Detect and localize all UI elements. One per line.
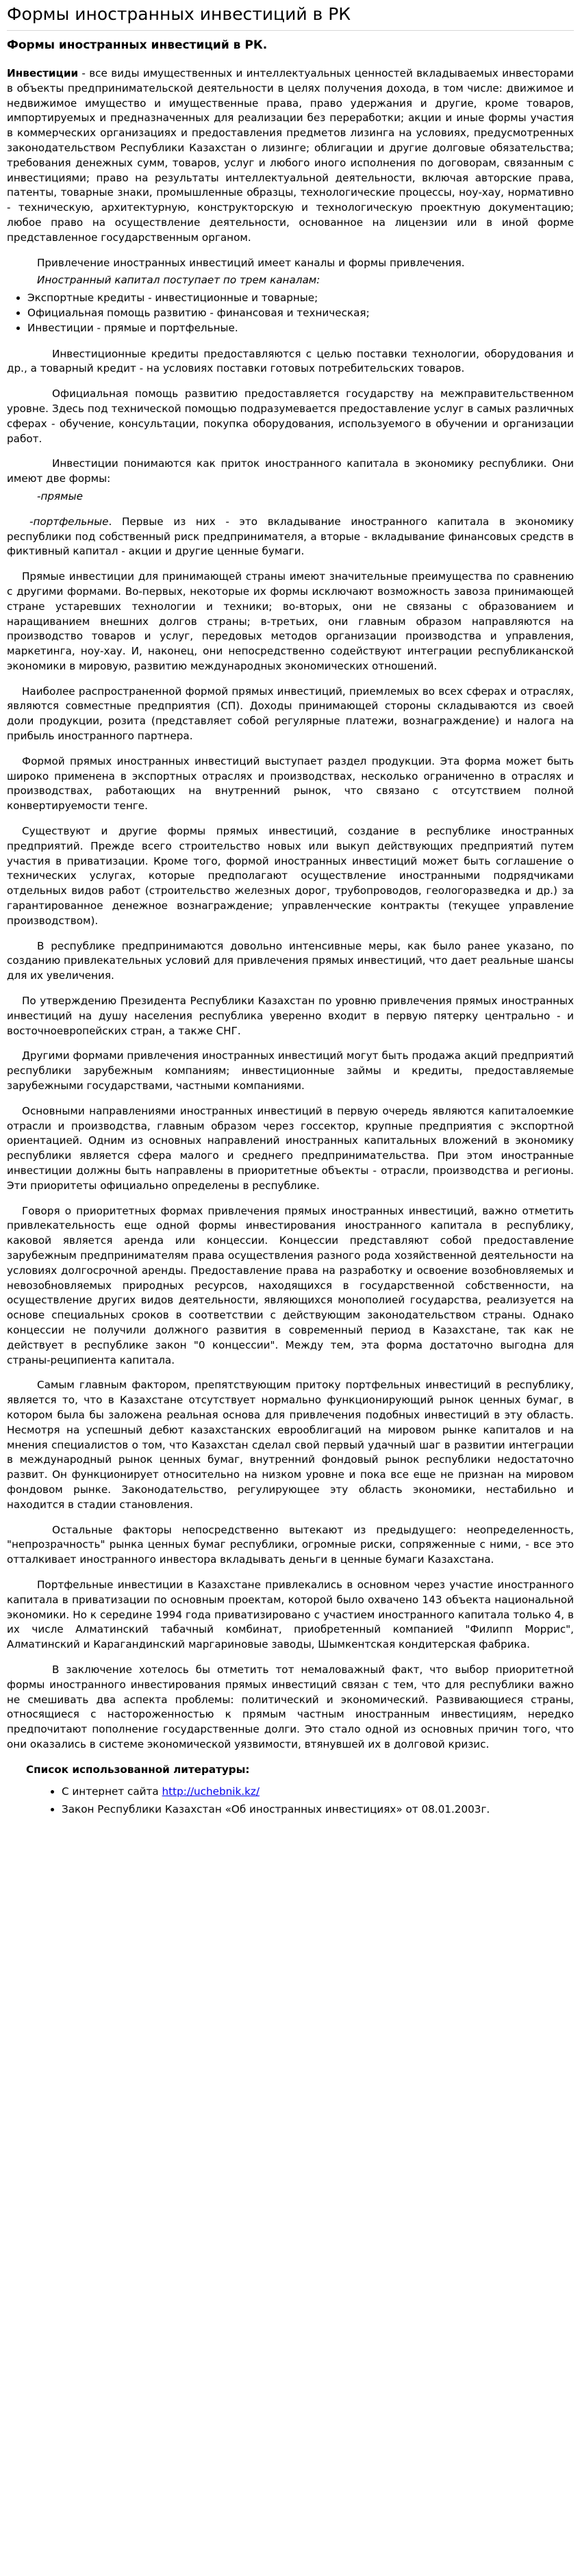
paragraph-privatization: Портфельные инвестиции в Казахстане привлекались в основном через участие иностранного капитала в приватизации по основным проектам, которой было охвачено 143 объекта национальной экономики. Но к середине 1994 года приватизировано с участием иностранного капитала только 4, в их числе Алматинский табачный комбинат, приобретенный компанией "Филипп Моррис", Алматинский и Карагандинский маргариновые заводы, Шымкентская кондитерская фабрика. xyxy=(7,1578,574,1651)
article-subtitle: Формы иностранных инвестиций в РК. xyxy=(7,38,268,52)
list-item xyxy=(62,1783,574,1800)
paragraph-measures: В республике предпринимаются довольно интенсивные меры, как было ранее указано, по созданию привлекательных условий для привлечения прямых инвестиций, что дает реальные шансы для их увеличения. xyxy=(7,939,574,982)
paragraph-other-factors: Остальные факторы непосредственно вытекают из предыдущего: неопределенность, "непрозрачность" рынка ценных бумаг республики, огромные риски, сопряженные с ними, - все это отталкивает иностранного инвестора вкладывать деньги в ценные бумаги Казахстана. xyxy=(7,1523,574,1566)
paragraph-conclusion: В заключение хотелось бы отметить тот немаловажный факт, что выбор приоритетной формы иностранного инвестирования прямых инвестиций связан с тем, что для республики важно не смешивать два аспекта проблемы: политический и экономический. Развивающиеся страны, относящиеся с настороженностью к прямым частным иностранным инвестициям, нередко предпочитают пополнение государственные долги. Это стало одной из основных причин того, что они оказались в системе экономической уязвимости, втянувшей их в долговой кризис. xyxy=(7,1663,574,1750)
portfolio-text: . Первые из них - это вкладывание иностранного капитала в экономику республики под собственный риск предпринимателя, а вторые - вкладывание финансовых средств в фиктивный капитал - акции и другие ценные бумаги. xyxy=(7,515,574,558)
list-item: • Закон Республики Казахстан «Об иностранных инвестициях» от 08.01.2003г. xyxy=(62,1800,574,1818)
paragraph-three-channels: Иностранный капитал поступает по трем каналам: xyxy=(37,274,320,287)
paragraph-official-aid: Официальная помощь развитию предоставляется государству на межправительственном уровне. Здесь под технической помощью подразумевается предоставление услуг в самых различных сферах - обучение, консультации, покупка оборудования, используемого в обучении и организации работ. xyxy=(7,387,574,445)
page-title: Формы иностранных инвестиций в РК xyxy=(7,0,574,31)
paragraph-concessions: Говоря о приоритетных формах привлечения прямых иностранных инвестиций, важно отметить привлекательность еще одной формы инвестирования иностранного капитала в республику, каковой является аренда или концессии. Концессии представляют собой предоставление зарубежным предпринимателям права осуществления разного рода хозяйственной деятельности на условиях долгосрочной аренды. Предоставление права на разработку и освоение возобновляемых и невозобновляемых природных ресурсов, находящихся в государственной собственности, на осуществление других видов деятельности, являющихся монополией государства, реализуется на основе специальных сроков в соответствии с действующим законодательством страны. Однако концессии не получили должного развития в современный период в Казахстане, так как не действует в республике закон "0 концессии". Между тем, эта форма достаточно выгодна для страны-реципиента капитала. xyxy=(7,1204,574,1366)
definition-text: - все виды имущественных и интеллектуальных ценностей вкладываемых инвесторами в объекты предпринимательской деятельности в целях получения дохода, в том числе: движимое и недвижимое имущество и имущественные права, право удержания и другие, кроме товаров, импортируемых и предназначенных для реализации без переработки; акции и иные формы участия в коммерческих организациях и предоставления предметов лизинга на условиях, предусмотренных законодательством Республики Казахстан о лизинге; облигации и другие долговые обязательства; требования денежных сумм, товаров, услуг и любого иного исполнения по договорам, связанным с инвестициями; право на результаты интеллектуальной деятельности, включая авторские права, патенты, товарные знаки, промышленные образцы, технологические процессы, ноу-хау, нормативно - техническую, архитектурную, конструкторскую и технологическую проектную документацию; любое право на осуществление деятельности, основанное на лицензии или в иной форме представленное государственным органом. xyxy=(7,67,574,244)
term-portfolio: -портфельные xyxy=(29,515,109,528)
paragraph-channels-intro: Привлечение иностранных инвестиций имеет каналы и формы привлечения. xyxy=(37,256,465,269)
reference-prefix: С интернет сайта xyxy=(62,1785,162,1798)
paragraph-investment-forms: Инвестиции понимаются как приток иностранного капитала в экономику республики. Они имеют две формы: xyxy=(7,457,574,485)
list-item: • Экспортные кредиты - инвестиционные и товарные; xyxy=(27,291,574,306)
article-body xyxy=(7,66,574,1818)
paragraph-main-directions: Основными направлениями иностранных инвестиций в первую очередь являются капиталоемкие отрасли и производства, главным образом через госсектор, крупные предприятия с экспортной ориентацией. Одним из основных направлений иностранных капитальных вложений в экономику республики является сфера малого и среднего предпринимательства. При этом иностранные инвестиции должны быть направлены в приоритетные объекты - отрасли, производства и регионы. Эти приоритеты официально определены в республике. xyxy=(7,1104,574,1192)
list-item: • Инвестиции - прямые и портфельные. xyxy=(27,321,574,336)
paragraph-other-forms: Другими формами привлечения иностранных инвестиций могут быть продажа акций предприятий республики зарубежным компаниям; инвестиционные займы и кредиты, предоставляемые зарубежными государствами, частными компаниями. xyxy=(7,1049,574,1093)
paragraph-investment-credits: Инвестиционные кредиты предоставляются с целью поставки технологии, оборудования и др., а товарный кредит - на условиях поставки готовых потребительских товаров. xyxy=(7,347,574,375)
paragraph-joint-ventures: Наиболее распространенной формой прямых инвестиций, приемлемых во всех сферах и отраслях, являются совместные предприятия (СП). Доходы принимающей стороны складываются из своей доли продукции, розита (представляет собой регулярные платежи, вознаграждение) и налога на прибыль иностранного партнера. xyxy=(7,685,574,743)
paragraph-investments-definition xyxy=(7,66,574,246)
channels-list xyxy=(7,291,574,335)
references-title: Список использованной литературы: xyxy=(26,1763,250,1776)
reference-link[interactable]: http://uchebnik.kz/ xyxy=(162,1785,260,1798)
paragraph-direct-advantages: Прямые инвестиции для принимающей страны имеют значительные преимущества по сравнению с другими формами. Во-первых, некоторые их формы исключают возможность завоза принимающей стране устаревших технологии и техники; во-вторых, они не связаны с образованием и наращиванием внешних долгов страны; в-третьих, они главным образом направляются на производство товаров и услуг, передовых методов организации производства и управления, маркетинга, ноу-хау. И, наконец, они непосредственно содействуют интеграции республиканской экономики в мировую, развитию международных экономических отношений. xyxy=(7,570,574,672)
paragraph-portfolio xyxy=(7,515,574,559)
paragraph-president-statement: По утверждению Президента Республики Казахстан по уровню привлечения прямых иностранных инвестиций на душу населения республика уверенно входит в первую пятерку центрально - и восточноевропейских стран, а также СНГ. xyxy=(7,995,574,1037)
paragraph-securities-market: Самым главным фактором, препятствующим притоку портфельных инвестиций в республику, является то, что в Казахстане отсутствует нормально функционирующий рынок ценных бумаг, в котором была бы заложена реальная основа для привлечения подобных инвестиций в эту область. Несмотря на успешный дебют казахстанских еврооблигаций на мировом рынке капиталов и на мнения специалистов о том, что Казахстан сделал свой первый удачный шаг в развитии интеграции в международный рынок ценных бумаг, внутренний фондовый рынок республики недостаточно развит. Он функционирует относительно на низком уровне и пока все еще не признан на мировом фондовом рынке. Законодательство, регулирующее эту область экономики, нестабильно и находится в стадии становления. xyxy=(7,1379,574,1511)
paragraph-direct: -прямые xyxy=(37,489,83,502)
paragraph-other-direct-forms: Существуют и другие формы прямых инвестиций, создание в республике иностранных предприятий. Прежде всего строительство новых или выкуп действующих предприятий путем участия в приватизации. Кроме того, формой иностранных инвестиций может быть соглашение о технических услугах, которые предполагают осуществление иностранными подрядчиками отдельных видов работ (строительство железных дорог, трубопроводов, геологоразведка и др.) за гарантированное денежное вознаграждение; управленческие контракты (текущее управление производством). xyxy=(7,825,574,927)
list-item: • Официальная помощь развитию - финансовая и техническая; xyxy=(27,306,574,321)
paragraph-production-sharing: Формой прямых иностранных инвестиций выступает раздел продукции. Эта форма может быть широко применена в экспортных отраслях и производствах, несколько ограниченно в отраслях и производствах, работающих на внутренний рынок, что связано с отсутствием полной конвертируемости тенге. xyxy=(7,754,574,813)
term-investments: Инвестиции xyxy=(7,67,79,79)
references-list xyxy=(7,1783,574,1818)
